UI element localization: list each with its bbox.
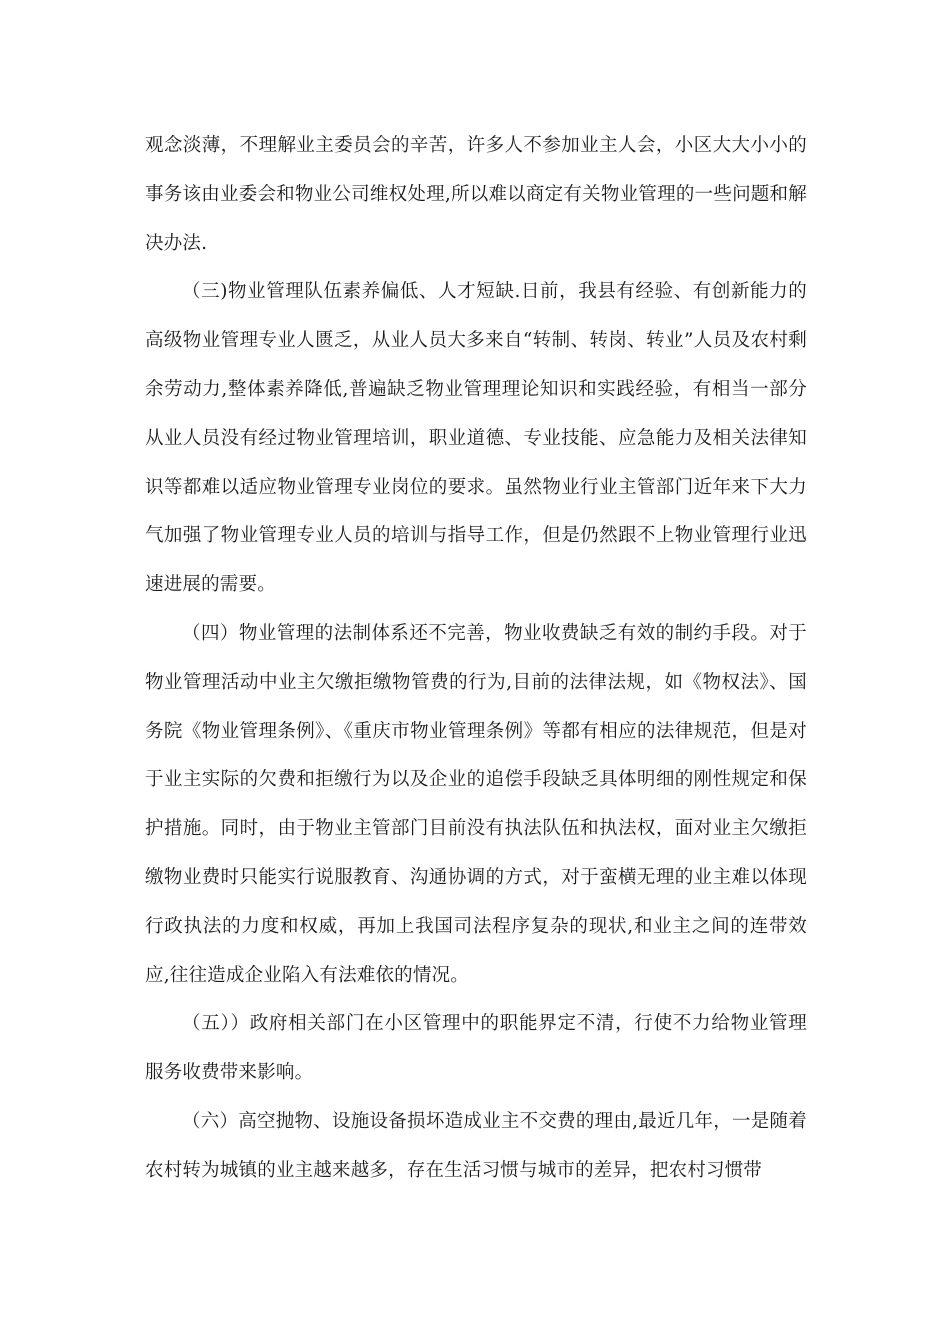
paragraph-3: （四）物业管理的法制体系还不完善，物业收费缺乏有效的制约手段。对于物业管理活动中业主欠缴拒缴物管费的行为,目前的法律法规，如《物权法》、国务院《物业管理条例》、《重庆市物业管理条例》等都有相应的法律规范，但是对于业主实际的欠费和拒缴行为以及企业的追偿手段缺乏具体明细的刚性规定和保护措施。同时，由于物业主管部门目前没有执法队伍和执法权，面对业主欠缴拒缴物业费时只能实行说服教育、沟通协调的方式，对于蛮横无理的业主难以体现行政执法的力度和权威，再加上我国司法程序复杂的现状,和业主之间的连带效应,往往造成企业陷入有法难依的情况。 [145, 622, 807, 986]
document-body [145, 122, 807, 1196]
paragraph-5: （六）高空抛物、设施设备损坏造成业主不交费的理由,最近几年，一是随着农村转为城镇的业主越来越多，存在生活习惯与城市的差异，把农村习惯带 [145, 1110, 807, 1181]
paragraph-2: （三)物业管理队伍素养偏低、人才短缺.日前，我县有经验、有创新能力的高级物业管理专业人匮乏，从业人员大多来自“转制、转岗、转业”人员及农村剩余劳动力,整体素养降低,普遍缺乏物业管理理论知识和实践经验，有相当一部分从业人员没有经过物业管理培训，职业道德、专业技能、应急能力及相关法律知识等都难以适应物业管理专业岗位的要求。虽然物业行业主管部门近年来下大力气加强了物业管理专业人员的培训与指导工作，但是仍然跟不上物业管理行业迅速进展的需要。 [145, 281, 807, 596]
paragraph-1: 观念淡薄，不理解业主委员会的辛苦，许多人不参加业主人会，小区大大小小的事务该由业委会和物业公司维权处理,所以难以商定有关物业管理的一些问题和解决办法. [145, 135, 807, 254]
paragraph-4: （五））政府相关部门在小区管理中的职能界定不清，行使不力给物业管理服务收费带来影响。 [145, 1013, 807, 1084]
